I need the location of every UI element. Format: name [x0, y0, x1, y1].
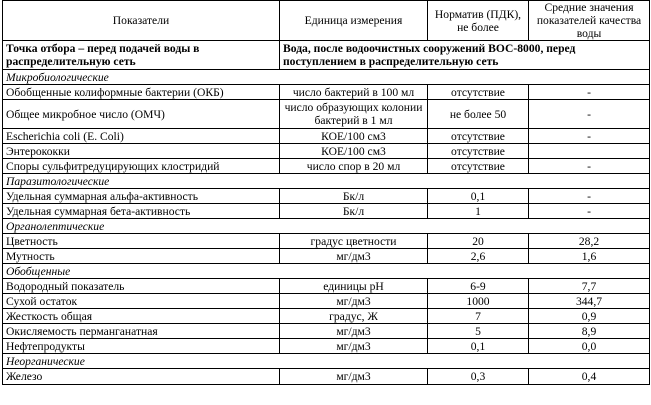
- table-row: [3, 129, 650, 144]
- sampling-description: Вода, после водоочистных сооружений ВОС-8000, перед поступлением в распределительную сеть: [280, 41, 650, 70]
- average-value-cell: 7,7: [529, 279, 650, 294]
- indicator-name: Удельная суммарная бета-активность: [3, 204, 280, 219]
- indicator-name: Escherichia coli (E. Coli): [3, 129, 280, 144]
- table-row: [3, 159, 650, 174]
- indicator-name: Удельная суммарная альфа-активность: [3, 189, 280, 204]
- indicator-name: Окисляемость перманганатная: [3, 324, 280, 339]
- unit-cell: Бк/л: [280, 189, 428, 204]
- norm-cell: отсутствие: [428, 144, 529, 159]
- header-average: Средние значения показателей качества воды: [529, 1, 650, 41]
- unit-cell: мг/дм3: [280, 369, 428, 385]
- table-row: [3, 189, 650, 204]
- group-row: [3, 70, 650, 85]
- unit-cell: мг/дм3: [280, 294, 428, 309]
- group-row: [3, 219, 650, 234]
- table-row: [3, 100, 650, 129]
- table-row: [3, 324, 650, 339]
- average-value-cell: 0,0: [529, 339, 650, 354]
- unit-cell: градус, Ж: [280, 309, 428, 324]
- unit-cell: градус цветности: [280, 234, 428, 249]
- indicator-name: Споры сульфитредуцирующих клостридий: [3, 159, 280, 174]
- unit-cell: мг/дм3: [280, 339, 428, 354]
- header-row: [3, 1, 650, 41]
- average-value-cell: -: [529, 100, 650, 129]
- table-row: [3, 279, 650, 294]
- norm-cell: 2,6: [428, 249, 529, 264]
- norm-cell: 0,1: [428, 339, 529, 354]
- average-value-cell: -: [529, 85, 650, 100]
- indicator-name: Жесткость общая: [3, 309, 280, 324]
- average-value-cell: 28,2: [529, 234, 650, 249]
- norm-cell: 5: [428, 324, 529, 339]
- indicator-name: Нефтепродукты: [3, 339, 280, 354]
- header-unit: Единица измерения: [280, 1, 428, 41]
- table-body: [3, 41, 650, 385]
- group-title: Микробиологические: [3, 70, 650, 85]
- average-value-cell: -: [529, 204, 650, 219]
- norm-cell: 1000: [428, 294, 529, 309]
- norm-cell: 7: [428, 309, 529, 324]
- norm-cell: отсутствие: [428, 159, 529, 174]
- norm-cell: 1: [428, 204, 529, 219]
- unit-cell: КОЕ/100 см3: [280, 144, 428, 159]
- table-row: [3, 234, 650, 249]
- unit-cell: мг/дм3: [280, 249, 428, 264]
- indicator-name: Водородный показатель: [3, 279, 280, 294]
- norm-cell: 6-9: [428, 279, 529, 294]
- group-row: [3, 264, 650, 279]
- table-row: [3, 144, 650, 159]
- table-row: [3, 309, 650, 324]
- unit-cell: единицы рН: [280, 279, 428, 294]
- table-row: [3, 339, 650, 354]
- average-value-cell: -: [529, 159, 650, 174]
- norm-cell: 0,3: [428, 369, 529, 385]
- norm-cell: не более 50: [428, 100, 529, 129]
- unit-cell: мг/дм3: [280, 324, 428, 339]
- indicator-name: Железо: [3, 369, 280, 385]
- average-value-cell: 8,9: [529, 324, 650, 339]
- table-row: [3, 204, 650, 219]
- header-norm: Норматив (ПДК), не более: [428, 1, 529, 41]
- group-title: Обобщенные: [3, 264, 650, 279]
- sampling-row: [3, 41, 650, 70]
- header-indicator: Показатели: [3, 1, 280, 41]
- table-row: [3, 369, 650, 385]
- norm-cell: отсутствие: [428, 85, 529, 100]
- average-value-cell: [529, 144, 650, 159]
- group-row: [3, 174, 650, 189]
- water-quality-table: [2, 0, 650, 385]
- norm-cell: отсутствие: [428, 129, 529, 144]
- group-title: Органолептические: [3, 219, 650, 234]
- average-value-cell: -: [529, 129, 650, 144]
- group-row: [3, 354, 650, 369]
- table-row: [3, 85, 650, 100]
- norm-cell: 20: [428, 234, 529, 249]
- table-row: [3, 294, 650, 309]
- indicator-name: Цветность: [3, 234, 280, 249]
- average-value-cell: 0,9: [529, 309, 650, 324]
- average-value-cell: -: [529, 189, 650, 204]
- unit-cell: число спор в 20 мл: [280, 159, 428, 174]
- group-title: Паразитологические: [3, 174, 650, 189]
- average-value-cell: 1,6: [529, 249, 650, 264]
- indicator-name: Сухой остаток: [3, 294, 280, 309]
- indicator-name: Мутность: [3, 249, 280, 264]
- table-row: [3, 249, 650, 264]
- indicator-name: Энтерококки: [3, 144, 280, 159]
- indicator-name: Обобщенные колиформные бактерии (ОКБ): [3, 85, 280, 100]
- indicator-name: Общее микробное число (ОМЧ): [3, 100, 280, 129]
- sampling-point: Точка отбора – перед подачей воды в распределительную сеть: [3, 41, 280, 70]
- unit-cell: КОЕ/100 см3: [280, 129, 428, 144]
- average-value-cell: 344,7: [529, 294, 650, 309]
- group-title: Неорганические: [3, 354, 650, 369]
- unit-cell: число образующих колонии бактерий в 1 мл: [280, 100, 428, 129]
- norm-cell: 0,1: [428, 189, 529, 204]
- unit-cell: Бк/л: [280, 204, 428, 219]
- average-value-cell: 0,4: [529, 369, 650, 385]
- unit-cell: число бактерий в 100 мл: [280, 85, 428, 100]
